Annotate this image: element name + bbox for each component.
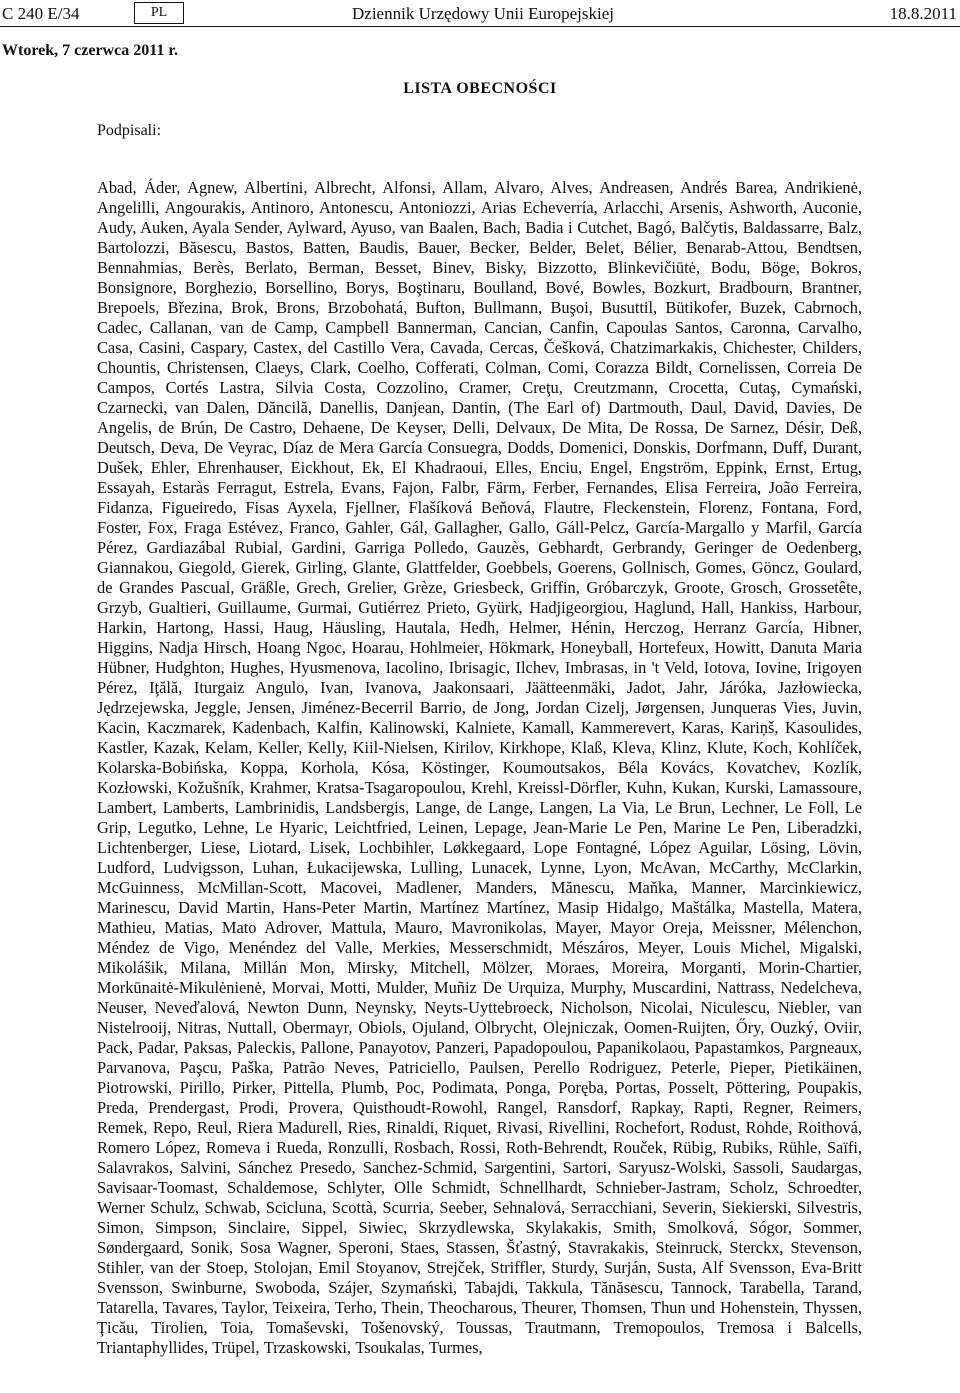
journal-title: Dziennik Urzędowy Unii Europejskiej [352, 4, 615, 23]
journal-header [0, 0, 960, 30]
attendance-list-title: LISTA OBECNOŚCI [403, 80, 557, 97]
signed-label: Podpisali: [97, 122, 162, 139]
language-badge: PL [134, 2, 184, 24]
page-reference: C 240 E/34 [2, 4, 80, 23]
header-divider [0, 26, 960, 27]
attendance-names: Abad, Áder, Agnew, Albertini, Albrecht, Alfonsi, Allam, Alvaro, Alves, Andreasen, Andrés Barea, Andrikienė, Angelilli, Angourakis, Antinoro, Antonescu, Antoniozzi, Arias Echeverría, Arlacchi, Arsenis, Ashworth, Auconie, Audy, Auken, Ayala Sender, Aylward, Ayuso, van Baalen, Bach, Badia i Cutchet, Bagó, Balčytis, Baldassarre, Balz, Bartolozzi, Băsescu, Bastos, Batten, Baudis, Bauer, Becker, Belder, Belet, Bélier, Benarab-Attou, Bendtsen, Bennahmias, Berès, Berlato, Berman, Besset, Binev, Bisky, Bizzotto, Blinkevičiūtė, Bodu, Böge, Bokros, Bonsignore, Borghezio, Borsellino, Borys, Boştinaru, Boulland, Bové, Bowles, Bozkurt, Bradbourn, Brantner, Brepoels, Březina, Brok, Brons, Brzobohatá, Bufton, Bullmann, Buşoi, Busuttil, Bütikofer, Buzek, Cabrnoch, Cadec, Callanan, van de Camp, Campbell Bannerman, Cancian, Canfin, Capoulas Santos, Caronna, Carvalho, Casa, Casini, Caspary, Castex, del Castillo Vera, Cavada, Cercas, Češková, Chatzimarkakis, Chichester, Childers, Chountis, Christensen, Claeys, Clark, Coelho, Cofferati, Colman, Comi, Corazza Bildt, Cornelissen, Correia De Campos, Cortés Lastra, Silvia Costa, Cozzolino, Cramer, Creţu, Creutzmann, Crocetta, Cutaş, Cymański, Czarnecki, van Dalen, Dăncilă, Danellis, Danjean, Dantin, (The Earl of) Dartmouth, Daul, David, Davies, De Angelis, de Brún, De Castro, Dehaene, De Keyser, Delli, Delvaux, De Mita, De Rossa, De Sarnez, Désir, Deß, Deutsch, Deva, De Veyrac, Díaz de Mera García Consuegra, Dodds, Domenici, Donskis, Dorfmann, Duff, Durant, Dušek, Ehler, Ehrenhauser, Eickhout, Ek, El Khadraoui, Elles, Enciu, Engel, Engström, Eppink, Ernst, Ertug, Essayah, Estaràs Ferragut, Estrela, Evans, Fajon, Falbr, Färm, Ferber, Fernandes, Elisa Ferreira, João Ferreira, Fidanza, Figueiredo, Fisas Ayxela, Fjellner, Flašíková Beňová, Flautre, Fleckenstein, Florenz, Fontana, Ford, Foster, Fox, Fraga Estévez, Franco, Gahler, Gál, Gallagher, Gallo, Gáll-Pelcz, García-Margallo y Marfil, García Pérez, Gardiazábal Rubial, Gardini, Garriga Polledo, Gauzès, Gebhardt, Gerbrandy, Geringer de Oedenberg, Giannakou, Giegold, Gierek, Girling, Glante, Glattfelder, Goebbels, Goerens, Gollnisch, Gomes, Göncz, Goulard, de Grandes Pascual, Gräßle, Grech, Grelier, Grèze, Griesbeck, Griffin, Gróbarczyk, Groote, Grosch, Grossetête, Grzyb, Gualtieri, Guillaume, Gurmai, Gutiérrez Prieto, Gyürk, Hadjigeorgiou, Haglund, Hall, Hankiss, Harbour, Harkin, Hartong, Hassi, Haug, Häusling, Hautala, Hedh, Helmer, Hénin, Herczog, Herranz García, Hibner, Higgins, Nadja Hirsch, Hoang Ngoc, Hoarau, Hohlmeier, Hökmark, Honeyball, Hortefeux, Howitt, Danuta Maria Hübner, Hudghton, Hughes, Hyusmenova, Iacolino, Ibrisagic, Ilchev, Imbrasas, in 't Veld, Iotova, Iovine, Irigoyen Pérez, Iţălă, Iturgaiz Angulo, Ivan, Ivanova, Jaakonsaari, Jäätteenmäki, Jadot, Jahr, Járóka, Jazłowiecka, Jędrzejewska, Jeggle, Jensen, Jiménez-Becerril Barrio, de Jong, Jordan Cizelj, Jørgensen, Junqueras Vies, Juvin, Kacin, Kaczmarek, Kadenbach, Kalfin, Kalinowski, Kalniete, Kamall, Kammerevert, Karas, Kariņš, Kasoulides, Kastler, Kazak, Kelam, Keller, Kelly, Kiil-Nielsen, Kirilov, Kirkhope, Klaß, Kleva, Klinz, Klute, Koch, Kohlíček, Kolarska-Bobińska, Koppa, Korhola, Kósa, Köstinger, Koumoutsakos, Béla Kovács, Kovatchev, Kozlík, Kozłowski, Kožušník, Krahmer, Kratsa-Tsagaropoulou, Krehl, Kreissl-Dörfler, Kuhn, Kukan, Kurski, Lamassoure, Lambert, Lamberts, Lambrinidis, Landsbergis, Lange, de Lange, Langen, La Via, Le Brun, Lechner, Le Foll, Le Grip, Legutko, Lehne, Le Hyaric, Leichtfried, Leinen, Lepage, Jean-Marie Le Pen, Marine Le Pen, Liberadzki, Lichtenberger, Liese, Liotard, Lisek, Lochbihler, Løkkegaard, Lope Fontagné, López Aguilar, Lösing, Lövin, Ludford, Ludvigsson, Luhan, Łukacijewska, Lulling, Lunacek, Lynne, Lyon, McAvan, McCarthy, McClarkin, McGuinness, McMillan-Scott, Macovei, Madlener, Manders, Mănescu, Maňka, Manner, Marcinkiewicz, Marinescu, David Martin, Hans-Peter Martin, Martínez Martínez, Masip Hidalgo, Maštálka, Mastella, Matera, Mathieu, Matias, Mato Adrover, Mattula, Mauro, Mavronikolas, Mayer, Mayor Oreja, Meissner, Mélenchon, Méndez de Vigo, Menéndez del Valle, Merkies, Messerschmidt, Mészáros, Meyer, Louis Michel, Migalski, Mikolášik, Milana, Millán Mon, Mirsky, Mitchell, Mölzer, Moraes, Moreira, Morganti, Morin-Chartier, Morkūnaitė-Mikulėnienė, Morvai, Motti, Mulder, Muñiz De Urquiza, Murphy, Muscardini, Nattrass, Nedelcheva, Neuser, Neveďalová, Newton Dunn, Neynsky, Neyts-Uyttebroeck, Nicholson, Nicolai, Niculescu, Niebler, van Nistelrooij, Nitras, Nuttall, Obermayr, Obiols, Ojuland, Olbrycht, Olejniczak, Oomen-Ruijten, Őry, Ouzký, Oviir, Pack, Padar, Paksas, Paleckis, Pallone, Panayotov, Panzeri, Papadopoulou, Papanikolaou, Papastamkos, Pargneaux, Parvanova, Paşcu, Paška, Patrão Neves, Patriciello, Paulsen, Perello Rodriguez, Peterle, Pieper, Pietikäinen, Piotrowski, Pirillo, Pirker, Pittella, Plumb, Poc, Podimata, Ponga, Poręba, Portas, Posselt, Pöttering, Poupakis, Preda, Prendergast, Prodi, Provera, Quisthoudt-Rowohl, Rangel, Ransdorf, Rapkay, Rapti, Regner, Reimers, Remek, Repo, Reul, Riera Madurell, Ries, Rinaldi, Riquet, Rivasi, Rivellini, Rochefort, Rodust, Rohde, Roithová, Romero López, Romeva i Rueda, Ronzulli, Rosbach, Rossi, Roth-Behrendt, Rouček, Rübig, Rubiks, Rühle, Saïfi, Salavrakos, Salvini, Sánchez Presedo, Sanchez-Schmid, Sargentini, Sartori, Saryusz-Wolski, Sassoli, Saudargas, Savisaar-Toomast, Schaldemose, Schlyter, Olle Schmidt, Schnellhardt, Schnieber-Jastram, Scholz, Schroedter, Werner Schulz, Schwab, Scicluna, Scottà, Scurria, Seeber, Sehnalová, Serracchiani, Severin, Siekierski, Silvestris, Simon, Simpson, Sinclaire, Sippel, Siwiec, Skrzydlewska, Skylakakis, Smith, Smolková, Sógor, Sommer, Søndergaard, Sonik, Sosa Wagner, Speroni, Staes, Stassen, Šťastný, Stavrakakis, Steinruck, Sterckx, Stevenson, Stihler, van der Stoep, Stolojan, Emil Stoyanov, Strejček, Striffler, Sturdy, Surján, Susta, Alf Svensson, Eva-Britt Svensson, Swinburne, Swoboda, Szájer, Szymański, Tabajdi, Takkula, Tănăsescu, Tannock, Tarabella, Tarand, Tatarella, Tavares, Taylor, Teixeira, Terho, Thein, Theocharous, Theurer, Thomsen, Thun und Hohenstein, Thyssen, Ţicău, Tirolien, Toia, Tomaševski, Tošenovský, Toussas, Trautmann, Tremopoulos, Tremosa i Balcells, Triantaphyllides, Trüpel, Trzaskowski, Tsoukalas, Turmes, [97, 178, 862, 1357]
session-date: Wtorek, 7 czerwca 2011 r. [2, 42, 178, 59]
publication-date: 18.8.2011 [889, 4, 957, 23]
